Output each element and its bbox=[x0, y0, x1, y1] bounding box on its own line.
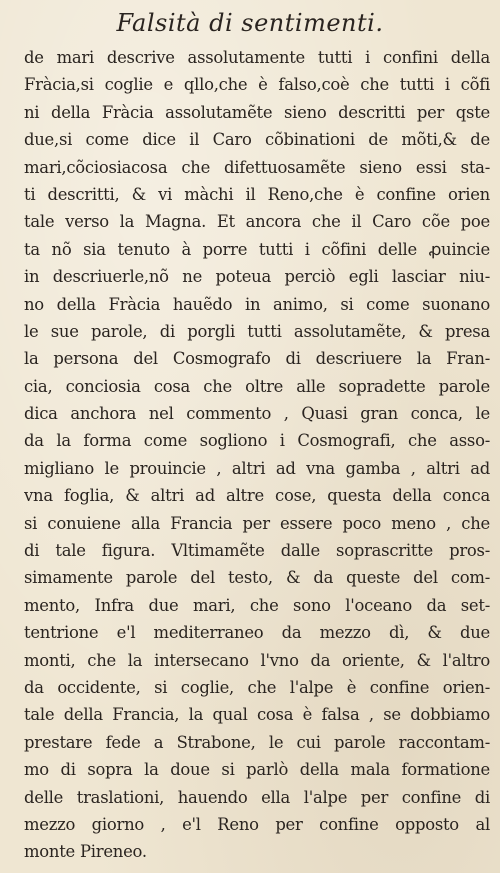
text-line: mari,cõciosiacosa che difettuosamẽte sieno essi sta- bbox=[24, 157, 490, 177]
text-line: delle traslationi, hauendo ella l'alpe per confine di bbox=[24, 787, 490, 807]
text-line: tale verso la Magna. Et ancora che il Caro cõe poe bbox=[24, 212, 490, 232]
text-line: mezzo giorno , e'l Reno per confine opposto al bbox=[24, 814, 490, 834]
text-line: ni della Fràcia assolutamẽte sieno descritti per qste bbox=[24, 102, 490, 122]
text-line: mento, Infra due mari, che sono l'oceano da set- bbox=[24, 595, 490, 615]
text-line: no della Fràcia hauẽdo in animo, si come suonano bbox=[24, 294, 490, 314]
text-line: Fràcia,si coglie e qllo,che è falso,coè che tutti i cõfi bbox=[24, 75, 490, 95]
text-line: si conuiene alla Francia per essere poco meno , che bbox=[24, 513, 490, 533]
text-line: simamente parole del testo, & da queste del com- bbox=[24, 568, 490, 588]
text-line: ta nõ sia tenuto à porre tutti i cõfini delle ꝓuincie bbox=[24, 239, 490, 259]
text-line: monte Pireneo. bbox=[24, 842, 147, 862]
text-line: tale della Francia, la qual cosa è falsa , se dobbiamo bbox=[24, 705, 490, 725]
text-line: le sue parole, di porgli tutti assolutamẽte, & presa bbox=[24, 321, 490, 341]
text-line: mo di sopra la doue si parlò della mala formatione bbox=[24, 760, 490, 780]
text-line: di tale figura. Vltimamẽte dalle soprascritte pros- bbox=[24, 541, 490, 561]
text-line: de mari descrive assolutamente tutti i confini della bbox=[24, 48, 490, 67]
text-line: ti descritti, & vi màchi il Reno,che è confine orien bbox=[24, 184, 490, 204]
text-line: prestare fede a Strabone, le cui parole raccontam- bbox=[24, 732, 490, 752]
text-line: cia, conciosia cosa che oltre alle sopradette parole bbox=[24, 376, 490, 396]
text-line: due,si come dice il Caro cõbinationi de mõti,& de bbox=[24, 130, 490, 150]
text-line: la persona del Cosmografo di descriuere la Fran- bbox=[24, 349, 490, 369]
text-line: in descriuerle,nõ ne poteua perciò egli lasciar niu- bbox=[24, 267, 490, 287]
text-line: da occidente, si coglie, che l'alpe è confine orien- bbox=[24, 677, 490, 697]
running-head: Falsità di sentimenti. bbox=[116, 9, 384, 37]
text-line: vna foglia, & altri ad altre cose, questa della conca bbox=[24, 486, 490, 506]
text-line: da la forma come sogliono i Cosmografi, che asso- bbox=[24, 431, 490, 451]
text-line: migliano le prouincie , altri ad vna gamba , altri ad bbox=[24, 458, 490, 478]
text-line: tentrione e'l mediterraneo da mezzo dì, & due bbox=[24, 623, 490, 643]
text-line: dica anchora nel commento , Quasi gran conca, le bbox=[24, 404, 490, 424]
body-text bbox=[24, 44, 490, 866]
text-line: monti, che la intersecano l'vno da oriente, & l'altro bbox=[24, 650, 490, 670]
